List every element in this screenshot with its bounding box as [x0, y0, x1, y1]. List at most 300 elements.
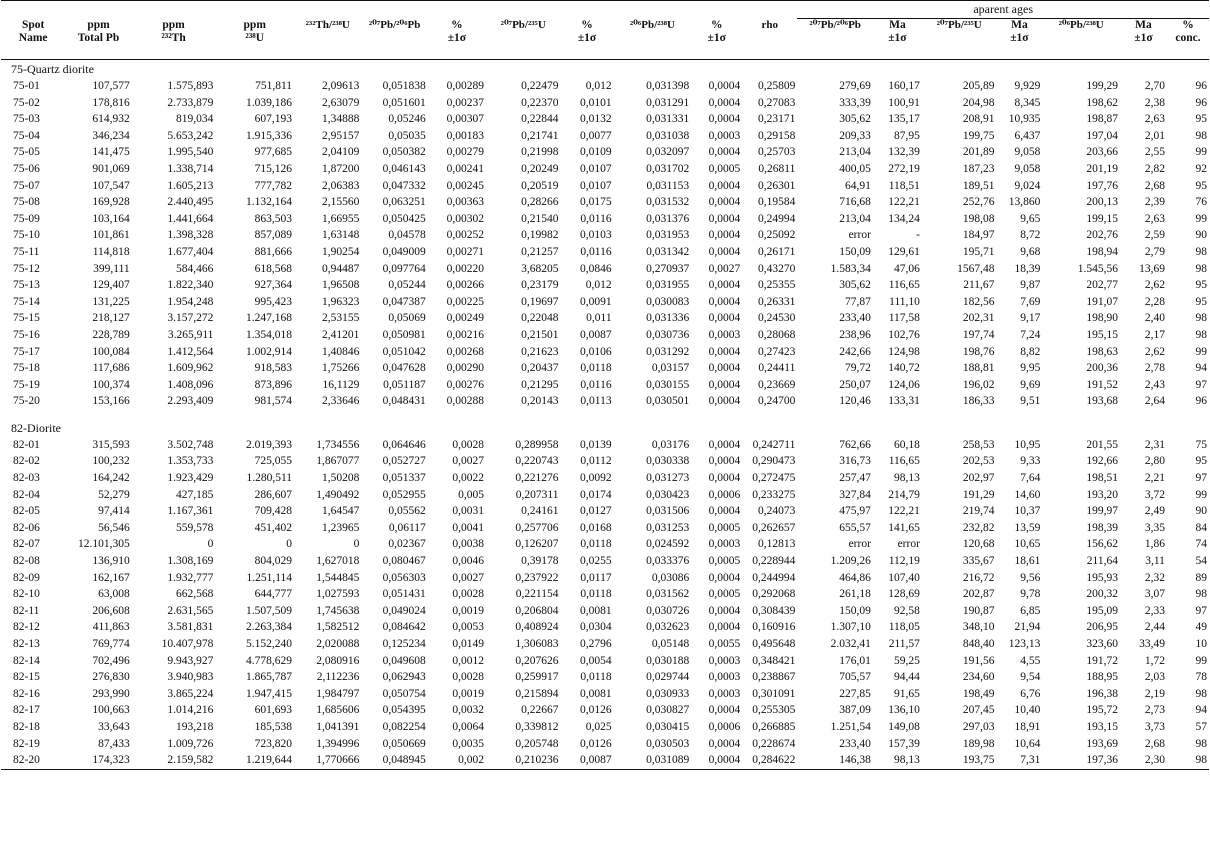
data-cell: 1.353,733 [167, 455, 214, 468]
data-cell: 0,00225 [446, 295, 484, 308]
data-cell: 129,407 [92, 279, 130, 292]
data-cell: 0,215894 [515, 687, 559, 700]
data-cell: 0,221276 [515, 472, 559, 485]
data-cell: 191,52 [1086, 378, 1118, 391]
data-cell: 0,049608 [382, 654, 426, 667]
data-cell: 1.039,186 [246, 96, 293, 109]
data-cell: 427,185 [176, 488, 214, 501]
data-cell: 6,85 [1020, 604, 1041, 617]
data-cell: 0,0004 [708, 196, 741, 209]
data-cell: 12.101,305 [77, 538, 130, 551]
column-header-line2: ±1σ [447, 31, 467, 44]
data-cell: 0,0003 [708, 328, 741, 341]
data-cell: 0,43270 [757, 262, 796, 275]
data-cell: 0,0107 [579, 162, 612, 175]
data-cell: 0,033376 [646, 555, 690, 568]
data-cell: 116,65 [888, 279, 920, 292]
data-cell: 238,96 [839, 328, 871, 341]
data-cell: 0,290473 [752, 455, 796, 468]
data-cell: 150,09 [839, 604, 871, 617]
data-cell: 107,577 [92, 80, 130, 92]
data-cell: 1.605,213 [167, 179, 214, 192]
data-cell: 0,0004 [708, 146, 741, 159]
data-cell: 0,051187 [383, 378, 426, 391]
data-cell: 120,68 [962, 538, 995, 551]
data-cell: 202,97 [962, 472, 995, 485]
spot-name-cell: 75-10 [13, 229, 40, 242]
data-cell: 0,27083 [757, 96, 796, 109]
data-cell: 0,28266 [521, 196, 559, 209]
data-cell: 250,07 [839, 378, 871, 391]
data-cell: 2,01 [1144, 129, 1165, 142]
data-cell: 0,05035 [388, 129, 426, 142]
data-cell: 2,03 [1144, 671, 1165, 684]
data-cell: 618,568 [254, 262, 293, 275]
data-cell: 99 [1195, 345, 1207, 358]
data-cell: 0,0846 [579, 262, 612, 275]
data-cell: 0,0101 [579, 96, 612, 109]
data-cell: 2,38 [1144, 96, 1165, 109]
data-cell: 99 [1195, 488, 1207, 501]
data-cell: 176,01 [839, 654, 871, 667]
data-cell: 3,73 [1144, 720, 1165, 733]
column-header-line1: Ma [1011, 19, 1028, 31]
data-cell: 0,160916 [752, 621, 796, 634]
data-cell: 305,62 [839, 279, 871, 292]
data-cell: 1,50208 [322, 472, 360, 485]
data-cell: 0,047387 [382, 295, 426, 308]
data-cell: 219,74 [962, 505, 995, 518]
data-cell: 84 [1195, 521, 1207, 534]
data-cell: 0,220743 [515, 455, 559, 468]
data-cell: 2,21 [1144, 472, 1165, 485]
data-cell: 1.009,726 [167, 737, 214, 750]
data-cell: 0,03176 [651, 438, 690, 451]
data-cell: 98 [1195, 312, 1207, 325]
data-cell: 0,237922 [515, 571, 559, 584]
data-cell: 0,23171 [757, 113, 796, 126]
data-cell: 0,030933 [646, 687, 690, 700]
data-cell: 1.167,361 [167, 505, 214, 518]
data-cell: 0,0004 [708, 438, 741, 451]
data-cell: 1.308,169 [167, 555, 214, 568]
spot-name-cell: 75-03 [13, 113, 40, 126]
data-cell: 0,046143 [382, 162, 426, 175]
data-cell: 0,012 [585, 279, 612, 292]
data-cell: 75 [1195, 438, 1207, 451]
data-cell: 0,94487 [322, 262, 360, 275]
data-cell: 2,28 [1144, 295, 1165, 308]
data-cell: 387,09 [839, 704, 871, 717]
data-cell: error [897, 538, 920, 551]
data-cell: 2,63 [1144, 212, 1165, 225]
data-cell: 1.132,164 [246, 196, 293, 209]
data-cell: 0,030726 [646, 604, 690, 617]
data-cell: 0,0004 [708, 113, 741, 126]
data-cell: 662,568 [176, 588, 214, 601]
data-cell: 1,40846 [322, 345, 360, 358]
spot-name-cell: 82-06 [13, 521, 40, 534]
data-cell: 1.923,429 [167, 472, 214, 485]
data-cell: 0,272475 [752, 472, 796, 485]
data-cell: 192,66 [1086, 455, 1118, 468]
data-cell: 335,67 [962, 555, 995, 568]
data-cell: 206,95 [1086, 621, 1118, 634]
column-header [614, 19, 692, 60]
data-cell: 0,242711 [752, 438, 796, 451]
data-cell: 257,47 [839, 472, 871, 485]
data-cell: 0,0003 [708, 654, 741, 667]
data-cell: 1.209,26 [830, 555, 871, 568]
data-cell: 819,034 [176, 113, 214, 126]
data-cell: 981,574 [254, 395, 293, 408]
data-cell: 0,031376 [646, 212, 690, 225]
data-cell: 0,030423 [646, 488, 690, 501]
data-cell: 0,051042 [382, 345, 426, 358]
section-title: 75-Quartz diorite [11, 62, 94, 76]
data-cell: 8,345 [1014, 96, 1041, 109]
data-cell: 0,270937 [646, 262, 690, 275]
spot-name-cell: 75-20 [13, 395, 40, 408]
data-cell: 193,20 [1086, 488, 1118, 501]
data-cell: 9,56 [1020, 571, 1041, 584]
data-cell: 0,0027 [452, 455, 484, 468]
data-cell: 211,57 [888, 638, 920, 650]
data-cell: 200,13 [1086, 196, 1118, 209]
data-cell: 157,39 [888, 737, 920, 750]
data-cell: 0,244994 [752, 571, 796, 584]
data-cell: 0,19584 [757, 196, 796, 209]
data-cell: 7,69 [1020, 295, 1041, 308]
data-cell: 0,39178 [521, 555, 559, 568]
data-cell: 87,95 [894, 129, 920, 142]
data-cell: 0,284622 [742, 752, 797, 769]
data-cell: 9,87 [1020, 279, 1041, 292]
data-cell: 0,24530 [757, 312, 796, 325]
data-cell: 751,811 [255, 80, 293, 92]
data-cell: 0,28068 [757, 328, 796, 341]
data-cell: 0,25809 [757, 80, 796, 92]
table-row [1, 261, 1209, 278]
data-cell: 0,0064 [452, 720, 484, 733]
data-cell: 1.398,328 [167, 229, 214, 242]
data-cell: 0,0004 [708, 621, 741, 634]
data-cell: 164,242 [92, 472, 130, 485]
data-cell: 348,10 [962, 621, 995, 634]
data-cell: 0,0004 [708, 704, 741, 717]
data-cell: 918,583 [254, 362, 293, 375]
data-cell: 0,051838 [382, 80, 426, 92]
data-cell: 74 [1195, 538, 1207, 551]
data-cell: 3,07 [1144, 588, 1165, 601]
table-row [1, 294, 1209, 311]
data-cell: 89 [1195, 571, 1207, 584]
data-cell: 1,490492 [316, 488, 360, 501]
data-cell: 995,423 [254, 295, 293, 308]
data-cell: 1,72 [1144, 654, 1165, 667]
data-cell: 1.408,096 [167, 378, 214, 391]
data-cell: 1.307,10 [830, 621, 871, 634]
data-cell: 201,19 [1086, 162, 1118, 175]
data-cell: 6,76 [1020, 687, 1041, 700]
apparent-ages-group-header: aparent ages [797, 1, 1209, 19]
data-cell: 279,69 [839, 80, 871, 92]
data-cell: 0,0031 [452, 505, 484, 518]
data-cell: 95 [1195, 295, 1207, 308]
data-cell: 0,00241 [446, 162, 484, 175]
data-cell: 0,21623 [521, 345, 559, 358]
data-cell: 195,72 [1086, 704, 1118, 717]
data-cell: 0,0092 [579, 472, 612, 485]
data-cell: 0,025 [585, 720, 612, 733]
data-cell: 0,00266 [446, 279, 484, 292]
data-cell: 2,06383 [322, 179, 360, 192]
data-cell: 0,031253 [646, 521, 690, 534]
data-cell: 0,00288 [446, 395, 484, 408]
data-cell: 1,745638 [316, 604, 360, 617]
data-cell: 0,084642 [382, 621, 426, 634]
table-body [1, 60, 1209, 770]
data-cell: 305,62 [839, 113, 871, 126]
data-cell: 1.251,54 [830, 720, 871, 733]
spot-name-cell: 75-14 [13, 295, 40, 308]
data-cell: 0,00279 [446, 146, 484, 159]
column-header-line1: ²³²Th/²³⁸U [305, 18, 350, 31]
data-cell: 94 [1195, 362, 1207, 375]
data-cell: 201,89 [962, 146, 995, 159]
spot-name-cell: 75-12 [13, 262, 40, 275]
data-cell: 0,24073 [757, 505, 796, 518]
spot-name-cell: 82-07 [13, 538, 40, 551]
data-cell: 0,0004 [708, 312, 741, 325]
data-cell: 0,00216 [446, 328, 484, 341]
data-cell: 1,306083 [515, 638, 559, 650]
data-cell: 258,53 [962, 438, 995, 451]
table-row [1, 178, 1209, 195]
data-cell: 57 [1195, 720, 1207, 733]
data-cell: 0,00249 [446, 312, 484, 325]
data-cell: 0,0087 [579, 328, 612, 341]
data-cell: 0,031342 [646, 245, 690, 258]
data-cell: 185,538 [254, 720, 293, 733]
data-cell: 149,08 [888, 720, 920, 733]
data-cell: 0,19982 [521, 229, 559, 242]
data-cell: 0,25703 [757, 146, 796, 159]
data-cell: 92 [1195, 162, 1207, 175]
data-cell: 0,0091 [579, 295, 612, 308]
column-header-line1: % [451, 18, 463, 31]
data-cell: 0,20143 [521, 395, 559, 408]
data-cell: 0,032097 [646, 146, 690, 159]
data-cell: 0,03086 [651, 571, 690, 584]
table-row [1, 327, 1209, 344]
spot-name-cell: 82-13 [13, 638, 40, 650]
data-cell: 9,65 [1020, 212, 1041, 225]
data-cell: 2,19 [1144, 687, 1165, 700]
data-cell: 0,0003 [708, 538, 741, 551]
column-header-line1: Ma [1135, 19, 1152, 31]
data-cell: 123,13 [1008, 638, 1041, 650]
data-cell: 0,0004 [708, 212, 741, 225]
data-cell: 18,91 [1014, 720, 1041, 733]
data-cell: 0,030736 [646, 328, 690, 341]
data-cell: 0,255305 [752, 704, 796, 717]
data-cell: 0,21998 [521, 146, 559, 159]
data-cell: 91,65 [894, 687, 920, 700]
column-header [215, 19, 294, 60]
data-cell: 3.865,224 [167, 687, 214, 700]
data-cell: 2.631,565 [167, 604, 214, 617]
data-cell: 0 [286, 538, 293, 551]
spot-name-cell: 75-17 [13, 345, 40, 358]
data-cell: 0,0112 [580, 455, 612, 468]
data-cell: 0,308439 [752, 604, 796, 617]
data-cell: 92,58 [894, 604, 920, 617]
data-cell: 2,15560 [322, 196, 360, 209]
data-cell: 97 [1195, 604, 1207, 617]
data-cell: 881,666 [254, 245, 293, 258]
column-header-line1: % [581, 18, 593, 31]
data-cell: 0,031153 [646, 179, 690, 192]
data-cell: 400,05 [839, 162, 871, 175]
spot-name-cell: 82-20 [1, 752, 65, 769]
spot-name-cell: 75-05 [13, 146, 40, 159]
data-cell: 87,433 [98, 737, 130, 750]
data-cell: 2,79 [1144, 245, 1165, 258]
data-cell: 601,693 [254, 704, 293, 717]
data-cell: 0,0004 [708, 80, 741, 92]
data-cell: 116,65 [888, 455, 920, 468]
data-cell: 3,68205 [521, 262, 559, 275]
data-cell: 197,74 [962, 328, 995, 341]
data-cell: 0,0003 [708, 671, 741, 684]
data-cell: 323,60 [1086, 638, 1118, 650]
spot-name-cell: 75-06 [13, 162, 40, 175]
data-cell: 0,0004 [708, 472, 741, 485]
data-cell: 9,058 [1014, 162, 1041, 175]
data-cell: 0,02367 [388, 538, 426, 551]
data-cell: 2,30 [1120, 752, 1167, 769]
data-cell: 198,08 [962, 212, 995, 225]
data-cell: 0,0005 [708, 588, 741, 601]
data-cell: 2,53155 [322, 312, 360, 325]
data-cell: 232,82 [962, 521, 995, 534]
data-cell: 0,0004 [708, 245, 741, 258]
data-cell: 0,0116 [580, 378, 612, 391]
data-cell: 0,064646 [382, 438, 426, 451]
data-cell: 0,0004 [708, 345, 741, 358]
data-cell: 777,782 [254, 179, 293, 192]
data-cell: 102,76 [888, 328, 920, 341]
section-header-row [1, 419, 1209, 437]
data-cell: 0,0116 [580, 212, 612, 225]
data-cell: 0,221154 [515, 588, 559, 601]
table-row [1, 686, 1209, 703]
spot-name-cell: 82-19 [13, 737, 40, 750]
data-cell: 1,685606 [316, 704, 360, 717]
data-cell: 1,23965 [322, 521, 360, 534]
data-cell: 100,084 [92, 345, 130, 358]
data-cell: 0,00290 [446, 362, 484, 375]
data-cell: 0,21540 [521, 212, 559, 225]
data-cell: 0,0126 [579, 737, 612, 750]
data-cell: 0,00183 [446, 129, 484, 142]
data-cell: 107,40 [888, 571, 920, 584]
data-cell: 0,27423 [757, 345, 796, 358]
data-cell: 199,29 [1086, 80, 1118, 92]
data-cell: 0,050669 [382, 737, 426, 750]
data-cell: 272,19 [888, 162, 920, 175]
data-cell: 0,011 [586, 312, 612, 325]
data-cell: 114,818 [92, 245, 130, 258]
data-cell: 0,19697 [521, 295, 559, 308]
data-cell: 0,051601 [382, 96, 426, 109]
data-cell: 0,0004 [708, 179, 741, 192]
data-cell: 0,0174 [579, 488, 612, 501]
data-cell: 0,082254 [382, 720, 426, 733]
data-cell: 0,0149 [452, 638, 484, 650]
data-cell: 0,0004 [708, 279, 741, 292]
spot-name-cell: 75-16 [13, 328, 40, 341]
data-cell: 2,63 [1144, 113, 1165, 126]
data-cell: 120,46 [839, 395, 871, 408]
data-cell: 4,55 [1020, 654, 1041, 667]
data-cell: 0,031336 [646, 312, 690, 325]
data-cell: 132,39 [888, 146, 920, 159]
data-cell: 0,0004 [708, 295, 741, 308]
data-cell: 1.932,777 [167, 571, 214, 584]
data-cell: 0,031398 [646, 80, 690, 92]
data-cell: 196,02 [962, 378, 995, 391]
data-cell: 0,266885 [752, 720, 796, 733]
data-cell: 0,0118 [580, 538, 612, 551]
spot-name-cell: 82-03 [13, 472, 40, 485]
column-header [996, 19, 1042, 60]
data-cell: 10,935 [1008, 113, 1041, 126]
data-cell: 0,00276 [446, 378, 484, 391]
data-cell: 202,77 [1086, 279, 1118, 292]
data-cell: 98 [1195, 129, 1207, 142]
data-cell: 0,25355 [757, 279, 796, 292]
data-cell: 2,82 [1144, 162, 1165, 175]
spot-name-cell: 82-10 [13, 588, 40, 601]
data-cell: error [848, 229, 871, 242]
data-cell: 0,228944 [752, 555, 796, 568]
data-cell: 13,59 [1014, 521, 1041, 534]
data-cell: 2,17 [1144, 328, 1165, 341]
table-row [1, 360, 1209, 377]
data-cell: 0,080467 [382, 555, 426, 568]
column-header-line1: ppm [243, 18, 266, 31]
column-header-line1: ²⁰⁷Pb/²³⁵U [936, 19, 982, 31]
data-cell: 10,40 [1014, 704, 1041, 717]
data-cell: 9,33 [1020, 455, 1041, 468]
data-cell: 47,06 [894, 262, 920, 275]
data-cell: 0,22048 [521, 312, 559, 325]
data-cell: 198,76 [962, 345, 995, 358]
data-cell: 100,663 [92, 704, 130, 717]
data-cell: 1.677,404 [167, 245, 214, 258]
data-cell: 0,24161 [521, 505, 559, 518]
table-row [1, 536, 1209, 553]
data-cell: 9,058 [1014, 146, 1041, 159]
data-cell: 95 [1195, 113, 1207, 126]
data-cell: 0,050981 [382, 328, 426, 341]
data-cell: 103,164 [92, 212, 130, 225]
data-cell: 0,26331 [757, 295, 796, 308]
data-cell: 0,24994 [757, 212, 796, 225]
data-cell: 0,26171 [757, 245, 796, 258]
